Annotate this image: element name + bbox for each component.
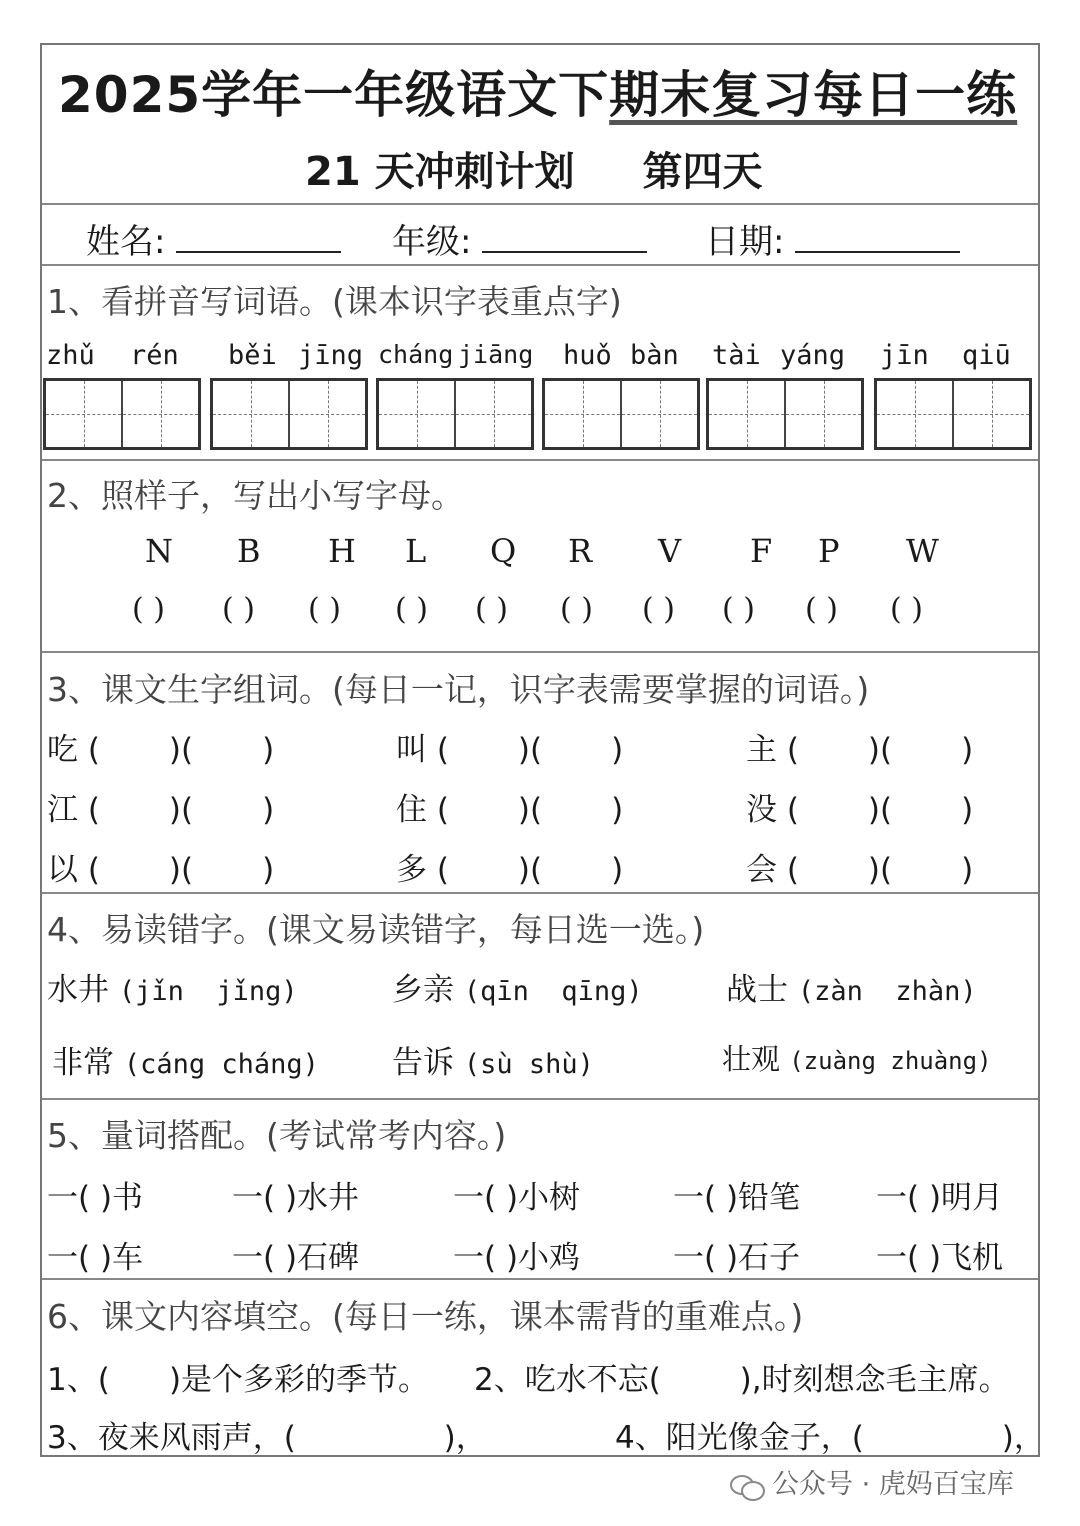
char-word-item [746,724,973,769]
uppercase-letter: L [405,532,427,570]
char-word-item [746,784,973,829]
uppercase-letter: N [145,532,173,570]
measure-word-item[interactable]: 一( )车 [47,1240,144,1276]
q4-heading: 4、易读错字。(课文易读错字，每日选一选。) [47,910,705,949]
grade-field [392,214,647,263]
pinyin: jiāng [458,340,534,369]
q3-heading: 3、课文生字组词。(每日一记，识字表需要掌握的词语。) [47,670,870,709]
page-title [58,55,1017,127]
word: 告诉 [392,1045,454,1081]
writing-grid[interactable] [874,378,1032,450]
target-char: 叫 [396,732,427,768]
target-char: 以 [47,852,78,888]
date-blank[interactable] [795,223,960,253]
pinyin: rén [130,340,179,371]
measure-word-item[interactable]: 一( )石碑 [232,1240,360,1276]
pinyin: jīng [298,340,364,371]
q2-heading: 2、照样子，写出小写字母。 [47,476,464,515]
answer-parens[interactable]: ( ) [642,592,675,627]
divider [42,892,1038,894]
subtitle [305,140,762,197]
word-blanks[interactable]: ( )( ) [436,852,624,888]
title-main: 2025学年一年级语文下 [58,66,610,124]
divider [42,651,1038,653]
date-field [705,214,960,263]
answer-parens[interactable]: ( ) [805,592,838,627]
measure-word-item[interactable]: 一( )小树 [453,1180,581,1216]
pinyin: běi [228,340,277,371]
pronunciation-item[interactable] [722,1037,992,1078]
writing-grid[interactable] [210,378,368,450]
word-blanks[interactable]: ( )( ) [786,792,974,828]
grade-blank[interactable] [482,223,647,253]
uppercase-letter: F [750,532,773,570]
word-blanks[interactable]: ( )( ) [436,792,624,828]
q5-heading: 5、量词搭配。(考试常考内容。) [47,1116,507,1155]
writing-grid[interactable] [376,378,534,450]
uppercase-letter: W [906,532,939,570]
pronunciation-item[interactable] [47,964,298,1009]
answer-parens[interactable]: ( ) [222,592,255,627]
answer-parens[interactable]: ( ) [890,592,923,627]
divider [42,1278,1038,1280]
target-char: 吃 [47,732,78,768]
writing-grid[interactable] [542,378,700,450]
pinyin-choices[interactable]: (qīn qīng) [463,976,643,1007]
pinyin-choices[interactable]: (zàn zhàn) [797,976,977,1007]
measure-word-item[interactable]: 一( )水井 [232,1180,360,1216]
wechat-icon [730,1473,764,1499]
fill-blank-line[interactable]: 4、阳光像金子，( )， [615,1420,1045,1456]
word-blanks[interactable]: ( )( ) [87,792,275,828]
uppercase-letter: V [658,532,682,570]
name-field [86,214,341,263]
grade-label: 年级: [392,222,472,262]
pinyin-choices[interactable]: (jǐn jǐng) [118,976,298,1007]
answer-parens[interactable]: ( ) [722,592,755,627]
uppercase-letter: R [568,532,593,570]
divider [42,203,1038,205]
writing-grid[interactable] [706,378,864,450]
char-word-item [47,724,274,769]
answer-parens[interactable]: ( ) [560,592,593,627]
measure-word-item[interactable]: 一( )书 [47,1180,144,1216]
uppercase-letter: P [818,532,840,570]
char-word-item [47,784,274,829]
char-word-item [396,724,623,769]
divider [42,264,1038,266]
char-word-item [396,784,623,829]
pinyin: cháng [378,340,454,369]
measure-word-item[interactable]: 一( )石子 [673,1240,801,1276]
date-label: 日期: [705,222,785,262]
subtitle-day: 第四天 [642,149,763,195]
word: 非常 [52,1045,114,1081]
fill-blank-line[interactable]: 1、( )是个多彩的季节。 [47,1362,430,1398]
uppercase-letter: Q [490,532,517,570]
pronunciation-item[interactable] [726,964,977,1009]
word: 战士 [726,972,788,1008]
pinyin: bàn [630,340,679,371]
measure-word-item[interactable]: 一( )明月 [876,1180,1004,1216]
word-blanks[interactable]: ( )( ) [87,852,275,888]
word-blanks[interactable]: ( )( ) [87,732,275,768]
pinyin-choices[interactable]: (zuàng zhuàng) [789,1047,992,1075]
q1-heading: 1、看拼音写词语。(课本识字表重点字) [47,282,622,321]
measure-word-item[interactable]: 一( )小鸡 [453,1240,581,1276]
answer-parens[interactable]: ( ) [475,592,508,627]
answer-parens[interactable]: ( ) [308,592,341,627]
name-blank[interactable] [176,223,341,253]
word-blanks[interactable]: ( )( ) [786,732,974,768]
writing-grid[interactable] [43,378,201,450]
uppercase-letter: B [237,532,261,570]
divider [42,459,1038,461]
pinyin: qiū [962,340,1011,371]
measure-word-item[interactable]: 一( )铅笔 [673,1180,801,1216]
target-char: 没 [746,792,777,828]
word: 乡亲 [392,972,454,1008]
pinyin: yáng [780,340,846,371]
watermark [730,1462,1014,1501]
char-word-item [746,844,973,889]
target-char: 住 [396,792,427,828]
char-word-item [396,844,623,889]
pronunciation-item[interactable] [392,1037,594,1082]
pinyin: zhǔ [46,340,95,371]
watermark-text: 公众号 · 虎妈百宝库 [772,1469,1014,1500]
fill-blank-line[interactable]: 2、吃水不忘( ),时刻想念毛主席。 [474,1362,1010,1398]
word: 水井 [47,972,109,1008]
title-highlight: 期末复习每日一练 [609,66,1018,124]
subtitle-plan: 21 天冲刺计划 [305,149,575,195]
answer-parens[interactable]: ( ) [395,592,428,627]
target-char: 会 [746,852,777,888]
target-char: 江 [47,792,78,828]
char-word-item [47,844,274,889]
pinyin: tài [712,340,761,371]
divider [42,1098,1038,1100]
pinyin: jīn [880,340,929,371]
fill-blank-line[interactable]: 3、夜来风雨声，( )， [47,1420,487,1456]
pinyin: huǒ [563,340,612,371]
word-blanks[interactable]: ( )( ) [786,852,974,888]
pinyin-choices[interactable]: (sù shù) [463,1049,594,1080]
answer-parens[interactable]: ( ) [132,592,165,627]
pronunciation-item[interactable] [392,964,643,1009]
word-blanks[interactable]: ( )( ) [436,732,624,768]
q6-heading: 6、课文内容填空。(每日一练，课本需背的重难点。) [47,1297,804,1336]
target-char: 多 [396,852,427,888]
pinyin-choices[interactable]: (cáng cháng) [123,1049,319,1080]
uppercase-letter: H [328,532,356,570]
target-char: 主 [746,732,777,768]
word: 壮观 [722,1042,781,1076]
pronunciation-item[interactable] [52,1037,319,1082]
name-label: 姓名: [86,222,166,262]
measure-word-item[interactable]: 一( )飞机 [876,1240,1004,1276]
